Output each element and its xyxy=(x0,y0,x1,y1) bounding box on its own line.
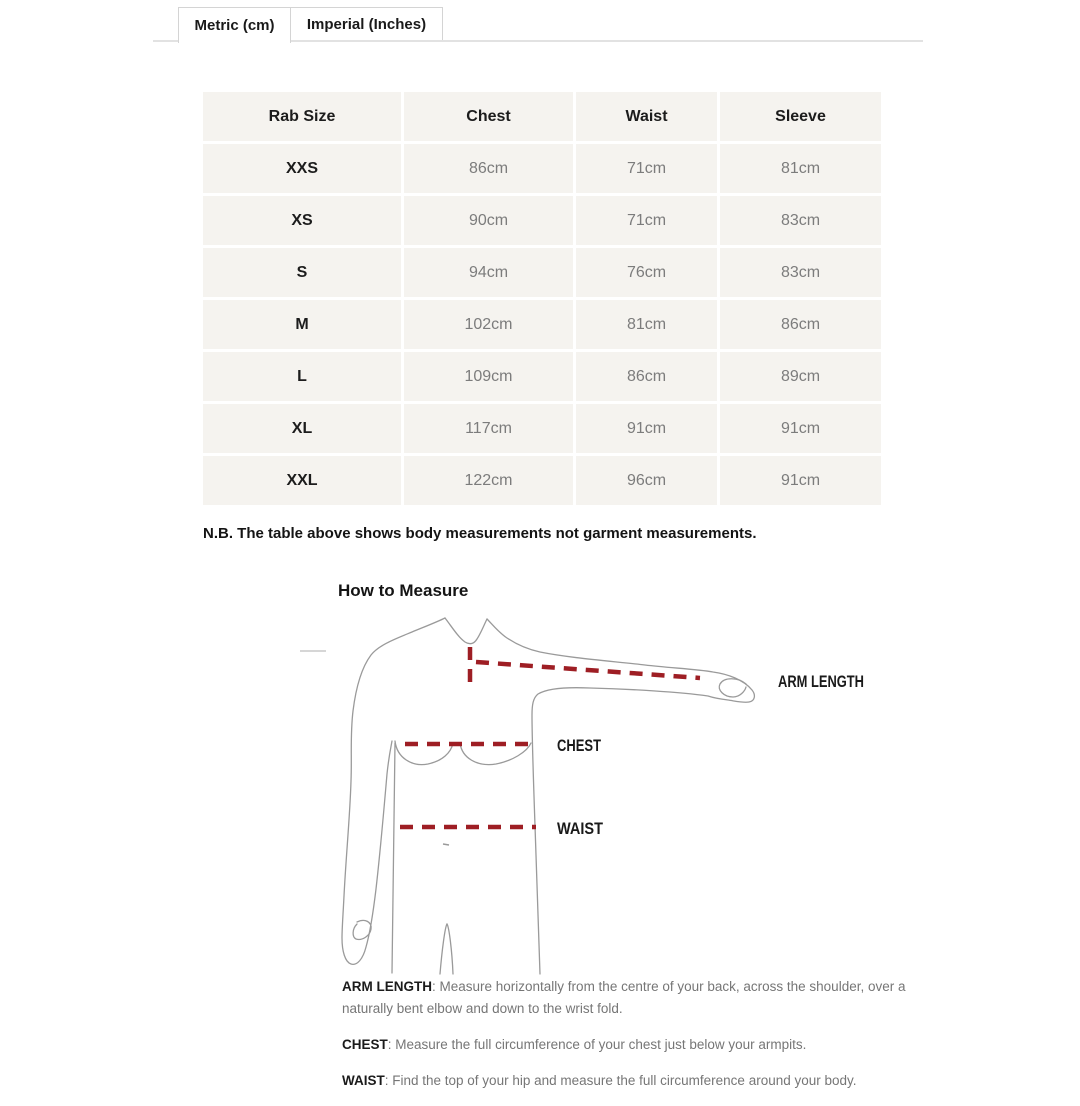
table-row xyxy=(203,404,881,453)
measurement-lines xyxy=(400,647,700,827)
tab-metric-cm[interactable] xyxy=(178,7,291,43)
chest-cell: 109cm xyxy=(404,352,573,401)
table-row xyxy=(203,456,881,505)
arm-length-term: ARM LENGTH xyxy=(342,979,432,994)
arm-length-instruction xyxy=(342,976,930,1020)
chest-cell: 102cm xyxy=(404,300,573,349)
size-cell: XXS xyxy=(203,144,401,193)
waist-text: : Find the top of your hip and measure the full circumference around your body. xyxy=(384,1073,857,1088)
column-header-waist: Waist xyxy=(576,92,717,141)
sleeve-cell: 86cm xyxy=(720,300,881,349)
waist-cell: 71cm xyxy=(576,144,717,193)
size-cell: L xyxy=(203,352,401,401)
chest-cell: 122cm xyxy=(404,456,573,505)
table-row xyxy=(203,144,881,193)
waist-instruction xyxy=(342,1070,930,1092)
chest-cell: 86cm xyxy=(404,144,573,193)
tab-metric-label: Metric (cm) xyxy=(194,17,275,34)
chest-label: CHEST xyxy=(557,736,602,755)
column-header-rab-size: Rab Size xyxy=(203,92,401,141)
column-header-sleeve: Sleeve xyxy=(720,92,881,141)
column-header-chest: Chest xyxy=(404,92,573,141)
size-cell: S xyxy=(203,248,401,297)
waist-cell: 86cm xyxy=(576,352,717,401)
waist-term: WAIST xyxy=(342,1073,385,1088)
sleeve-cell: 89cm xyxy=(720,352,881,401)
waist-label: WAIST xyxy=(557,819,604,838)
size-table-body xyxy=(203,144,881,505)
body-outline-figure xyxy=(342,618,754,974)
table-row xyxy=(203,300,881,349)
arm-length-dashed-line xyxy=(476,662,700,678)
sleeve-cell: 81cm xyxy=(720,144,881,193)
size-cell: XXL xyxy=(203,456,401,505)
sleeve-cell: 83cm xyxy=(720,196,881,245)
arm-length-text: : Measure horizontally from the centre of your back, across the shoulder, over a naturally bent elbow and down to the wrist fold. xyxy=(342,979,906,1016)
table-header-row xyxy=(203,92,881,141)
chest-cell: 117cm xyxy=(404,404,573,453)
waist-cell: 76cm xyxy=(576,248,717,297)
how-to-measure-title: How to Measure xyxy=(338,581,469,600)
chest-instruction xyxy=(342,1034,930,1056)
navel-mark xyxy=(443,844,449,845)
size-cell: XL xyxy=(203,404,401,453)
sleeve-cell: 91cm xyxy=(720,404,881,453)
tab-imperial-label: Imperial (Inches) xyxy=(306,15,427,33)
chest-term: CHEST xyxy=(342,1037,388,1052)
arm-length-label: ARM LENGTH xyxy=(778,672,864,691)
chest-cell: 94cm xyxy=(404,248,573,297)
sleeve-cell: 91cm xyxy=(720,456,881,505)
sleeve-cell: 83cm xyxy=(720,248,881,297)
measurement-diagram xyxy=(300,575,880,975)
size-cell: XS xyxy=(203,196,401,245)
table-row xyxy=(203,248,881,297)
table-row xyxy=(203,352,881,401)
body-measurement-note: N.B. The table above shows body measurements not garment measurements. xyxy=(203,525,757,542)
chest-text: : Measure the full circumference of your chest just below your armpits. xyxy=(387,1037,807,1052)
waist-cell: 96cm xyxy=(576,456,717,505)
size-table xyxy=(200,89,884,508)
size-cell: M xyxy=(203,300,401,349)
measurement-instructions xyxy=(342,976,930,1106)
waist-cell: 81cm xyxy=(576,300,717,349)
waist-cell: 91cm xyxy=(576,404,717,453)
table-row xyxy=(203,196,881,245)
tab-imperial-inches[interactable] xyxy=(290,7,443,41)
chest-cell: 90cm xyxy=(404,196,573,245)
waist-cell: 71cm xyxy=(576,196,717,245)
